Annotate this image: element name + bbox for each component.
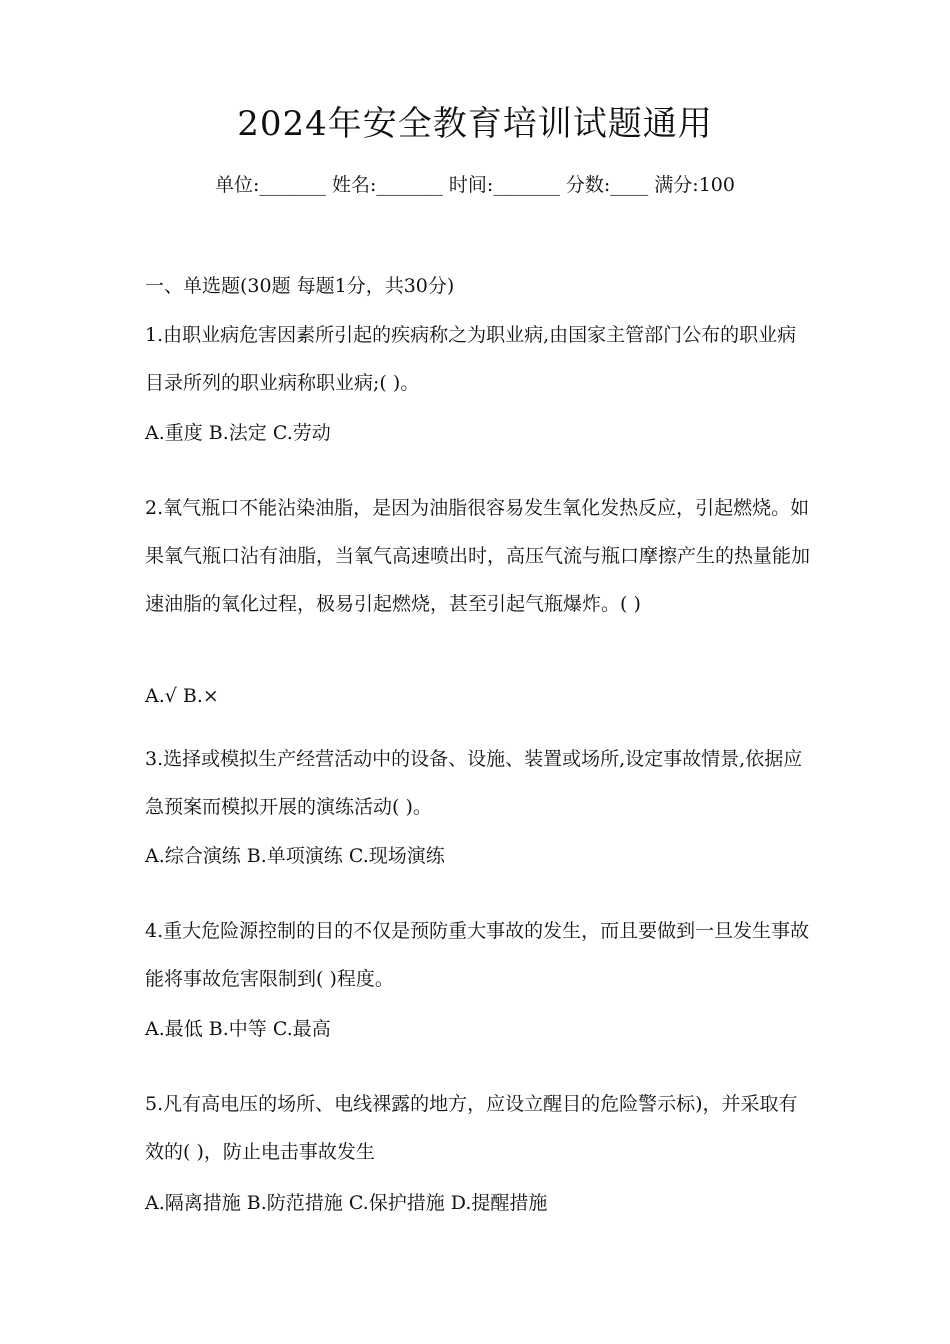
question-3-text: 3.选择或模拟生产经营活动中的设备、设施、装置或场所,设定事故情景,依据应急预案而模拟开展的演练活动( )。	[145, 748, 803, 818]
question-4-text: 4.重大危险源控制的目的不仅是预防重大事故的发生，而且要做到一旦发生事故能将事故危害限制到( )程度。	[145, 920, 810, 990]
question-2-options: A.√ B.×	[145, 685, 219, 707]
page-title: 2024年安全教育培训试题通用	[237, 104, 713, 144]
question-1-text: 1.由职业病危害因素所引起的疾病称之为职业病,由国家主管部门公布的职业病目录所列的职业病称职业病;( )。	[145, 324, 797, 394]
question-5-text: 5.凡有高电压的场所、电线裸露的地方，应设立醒目的危险警示标)，并采取有效的( )，防止电击事故发生	[145, 1093, 798, 1163]
section-heading: 一、单选题(30题 每题1分，共30分)	[145, 275, 455, 297]
question-4-options: A.最低 B.中等 C.最高	[145, 1018, 331, 1040]
exam-info-line: 单位:_______ 姓名:_______ 时间:_______ 分数:____ 满分:100	[215, 174, 735, 196]
question-3-options: A.综合演练 B.单项演练 C.现场演练	[145, 845, 445, 867]
question-2-text: 2.氧气瓶口不能沾染油脂，是因为油脂很容易发生氧化发热反应，引起燃烧。如果氧气瓶口沾有油脂，当氧气高速喷出时，高压气流与瓶口摩擦产生的热量能加速油脂的氧化过程，极易引起燃烧，甚至引起气瓶爆炸。( )	[145, 497, 811, 615]
question-5-options: A.隔离措施 B.防范措施 C.保护措施 D.提醒措施	[145, 1192, 548, 1214]
question-1-options: A.重度 B.法定 C.劳动	[145, 422, 331, 444]
